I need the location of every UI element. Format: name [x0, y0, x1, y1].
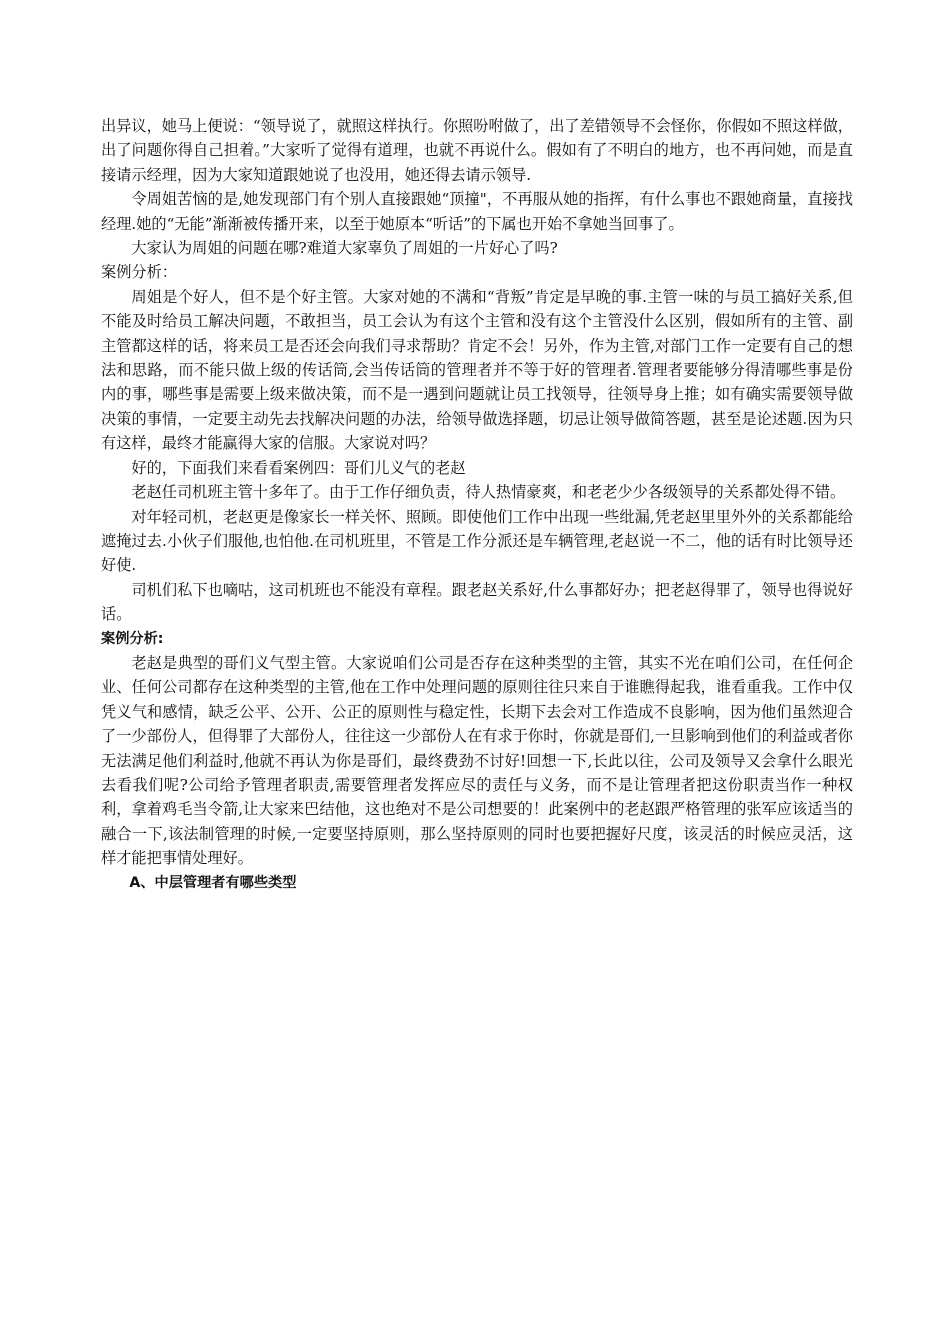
paragraph-analysis-zhou: 周姐是个好人，但不是个好主管。大家对她的不满和“背叛”肯定是早晚的事.主管一味的与员工搞好关系,但不能及时给员工解决问题，不敢担当，员工会认为有这个主管和没有这个主管没什么区别，假如所有的主管、副主管都这样的话，将来员工是否还会向我们寻求帮助？肯定不会！另外，作为主管,对部门工作一定要有自己的想法和思路，而不能只做上级的传话筒,会当传话筒的管理者并不等于好的管理者.管理者要能够分得清哪些事是份内的事，哪些事是需要上级来做决策，而不是一遇到问题就让员工找领导，往领导身上推；如有确实需要领导做决策的事情，一定要主动先去找解决问题的办法，给领导做选择题，切忌让领导做简答题，甚至是论述题.因为只有这样，最终才能赢得大家的信服。大家说对吗？ [101, 287, 853, 453]
paragraph-case-four-intro: 好的，下面我们来看看案例四：哥们儿义气的老赵 [131, 458, 466, 477]
case-analysis-heading-2: 案例分析: [101, 630, 164, 647]
paragraph-continuation: 出异议，她马上便说：“领导说了，就照这样执行。你照吩咐做了，出了差错领导不会怪你，你假如不照这样做，出了问题你得自己担着。”大家听了觉得有道理，也就不再说什么。假如有了不明白的地方，也不再问她，而是直接请示经理，因为大家知道跟她说了也没用，她还得去请示领导. [101, 117, 853, 184]
paragraph-zhou-problem: 令周姐苦恼的是,她发现部门有个别人直接跟她“顶撞"，不再服从她的指挥，有什么事也不跟她商量，直接找经理.她的“无能”渐渐被传播开来，以至于她原本“听话”的下属也开始不拿她当回事了。 [101, 190, 853, 233]
paragraph-lao-zhao-1: 老赵任司机班主管十多年了。由于工作仔细负责，待人热情豪爽，和老老少少各级领导的关系都处得不错。 [131, 483, 846, 502]
document-body [101, 114, 853, 895]
paragraph-analysis-zhao: 老赵是典型的哥们义气型主管。大家说咱们公司是否存在这种类型的主管，其实不光在咱们公司，在任何企业、任何公司都存在这种类型的主管,他在工作中处理问题的原则往往只来自于谁瞧得起我，谁看重我。工作中仅凭义气和感情，缺乏公平、公开、公正的原则性与稳定性，长期下去会对工作造成不良影响，因为他们虽然迎合了一少部份人，但得罪了大部份人，往往这一少部份人在有求于你时，你就是哥们,一旦影响到他们的利益或者你无法满足他们利益时,他就不再认为你是哥们，最终费劲不讨好!回想一下,长此以往，公司及领导又会拿什么眼光去看我们呢?公司给予管理者职责,需要管理者发挥应尽的责任与义务，而不是让管理者把这份职责当作一种权利，拿着鸡毛当令箭,让大家来巴结他，这也绝对不是公司想要的！此案例中的老赵跟严格管理的张军应该适当的融合一下,该法制管理的时候,一定要坚持原则，那么坚持原则的同时也要把握好尺度，该灵活的时候应灵活，这样才能把事情处理好。 [101, 653, 853, 868]
paragraph-lao-zhao-2: 对年轻司机，老赵更是像家长一样关怀、照顾。即使他们工作中出现一些纰漏,凭老赵里里外外的关系都能给遮掩过去.小伙子们服他,也怕他.在司机班里，不管是工作分派还是车辆管理,老赵说一不二，他的话有时比领导还好使. [101, 507, 853, 575]
case-analysis-heading-1: 案例分析： [101, 263, 177, 282]
paragraph-lao-zhao-3: 司机们私下也嘀咕，这司机班也不能没有章程。跟老赵关系好,什么事都好办；把老赵得罪了，领导也得说好话。 [101, 580, 853, 624]
section-heading-manager-types: A、中层管理者有哪些类型 [129, 874, 297, 891]
paragraph-question: 大家认为周姐的问题在哪?难道大家辜负了周姐的一片好心了吗? [131, 239, 558, 258]
